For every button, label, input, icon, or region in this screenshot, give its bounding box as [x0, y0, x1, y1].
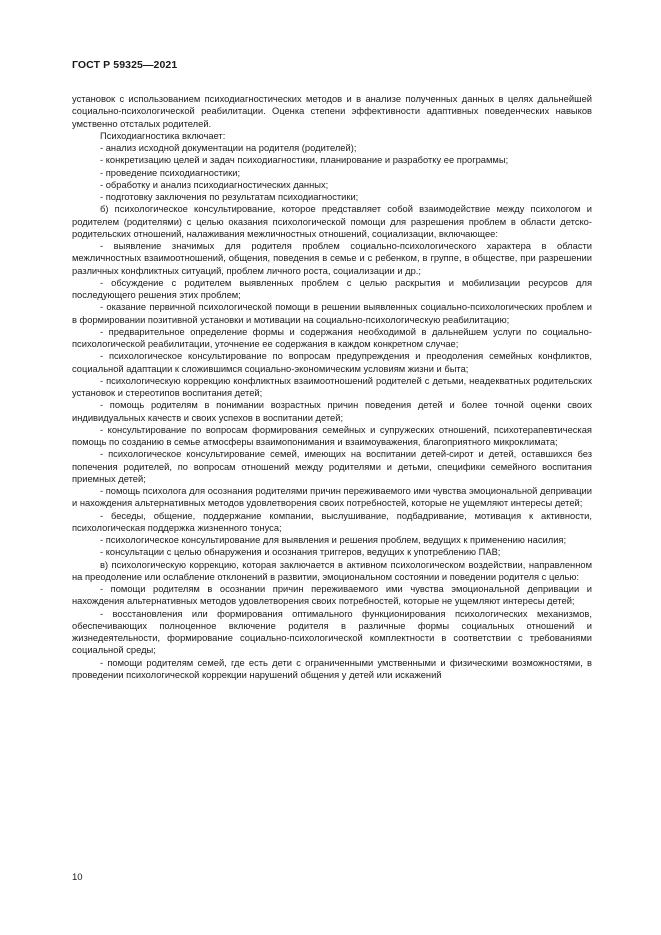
- paragraph: - помощи родителям в осознании причин переживаемого ими чувства эмоциональной депривации и нахождения альтернативных методов удовлетворения своих потребностей, которые не ущемляют интересы детей;: [72, 584, 592, 607]
- paragraph: установок с использованием психодиагностических методов и в анализе полученных данных в целях дальнейшей социально-психологической реабилитации. Оценка степени эффективности адаптивных поведенческих навыков умственно отсталых родителей.: [72, 94, 592, 129]
- paragraph: - восстановления или формирования оптимального функционирования психологических механизмов, обеспечивающих полноценное включение родителя в различные формы социальных отношений и жизнедеятельности, формирование социально-психологической комплектности в соответствии с требованиями социальной среды;: [72, 608, 592, 656]
- paragraph: - обработку и анализ психодиагностических данных;: [100, 179, 329, 190]
- document-header: ГОСТ Р 59325—2021: [72, 59, 178, 71]
- paragraph: - помощь родителям в понимании возрастных причин поведения детей и более точной оценки своих индивидуальных качеств и своих успехов в воспитании детей;: [72, 400, 592, 423]
- paragraph: - оказание первичной психологической помощи в решении выявленных социально-психологических проблем и в формировании позитивной установки и мотивации на социально-психологическую реабилитацию;: [72, 302, 592, 325]
- paragraph: - предварительное определение формы и содержания необходимой в дальнейшем услуги по социально-психологической реабилитации, уточнение ее содержания в каждом конкретном случае;: [72, 326, 592, 349]
- paragraph: - проведение психодиагностики;: [100, 167, 241, 178]
- paragraph: - анализ исходной документации на родителя (родителей);: [100, 143, 357, 153]
- paragraph: б) психологическое консультирование, которое представляет собой взаимодействие между психологом и родителем (родителями) с целью оказания психологической помощи для разрешения проблем в области детско-родительских отношений, налаживания межличностных отношений, социализации, включающее:: [72, 204, 592, 239]
- paragraph: Психодиагностика включает:: [100, 130, 226, 141]
- document-body: [72, 93, 592, 681]
- paragraph: - психологическое консультирование семей, имеющих на воспитании детей-сирот и детей, оставшихся без попечения родителей, по вопросам отношений между родителями и детьми, специфики семейного воспитания приемных детей;: [72, 449, 592, 484]
- paragraph: - психологическое консультирование по вопросам предупреждения и преодоления семейных конфликтов, социальной адаптации к сложившимся социально-экономическим условиям жизни и быта;: [72, 351, 592, 374]
- paragraph: - помощь психолога для осознания родителями причин переживаемого ими чувства эмоциональной депривации и нахождения альтернативных методов удовлетворения своих потребностей, которые не ущемляют интересы детей;: [72, 486, 592, 509]
- paragraph: - выявление значимых для родителя проблем социально-психологического характера в области межличностных взаимоотношений, общения, поведения в семье и с ребенком, в группе, в обществе, при разрешении различных конфликтных ситуаций, проблем личного роста, социализации и др.;: [72, 241, 592, 276]
- paragraph: в) психологическую коррекцию, которая заключается в активном психологическом воздействии, направленном на преодоление или ослабление отклонений в развитии, эмоциональном состоянии и поведении родителя с целью:: [72, 559, 592, 582]
- paragraph: - беседы, общение, поддержание компании, выслушивание, подбадривание, мотивация к активности, психологическая поддержка жизненного тонуса;: [72, 510, 592, 533]
- paragraph: - обсуждение с родителем выявленных проблем с целью раскрытия и мобилизации ресурсов для последующего решения этих проблем;: [72, 277, 592, 300]
- paragraph: - психологическую коррекцию конфликтных взаимоотношений родителей с детьми, неадекватных родительских установок и стереотипов воспитания детей;: [72, 375, 592, 398]
- paragraph: - психологическое консультирование для выявления и решения проблем, ведущих к применению насилия;: [100, 535, 567, 545]
- paragraph: - конкретизацию целей и задач психодиагностики, планирование и разработку ее программы;: [100, 155, 509, 166]
- page-number: 10: [72, 872, 83, 883]
- paragraph: - помощи родителям семей, где есть дети с ограниченными умственными и физическими возможностями, в проведении психологической коррекции нарушений общения у детей или искажений: [72, 657, 592, 680]
- paragraph: - консультирование по вопросам формирования семейных и супружеских отношений, психотерапевтическая помощь по созданию в семье атмосферы взаимопонимания и взаимоуважения, благоприятного микроклимата;: [72, 424, 592, 447]
- paragraph: - подготовку заключения по результатам психодиагностики;: [100, 192, 359, 202]
- paragraph: - консультации с целью обнаружения и осознания триггеров, ведущих к употреблению ПАВ;: [100, 547, 501, 558]
